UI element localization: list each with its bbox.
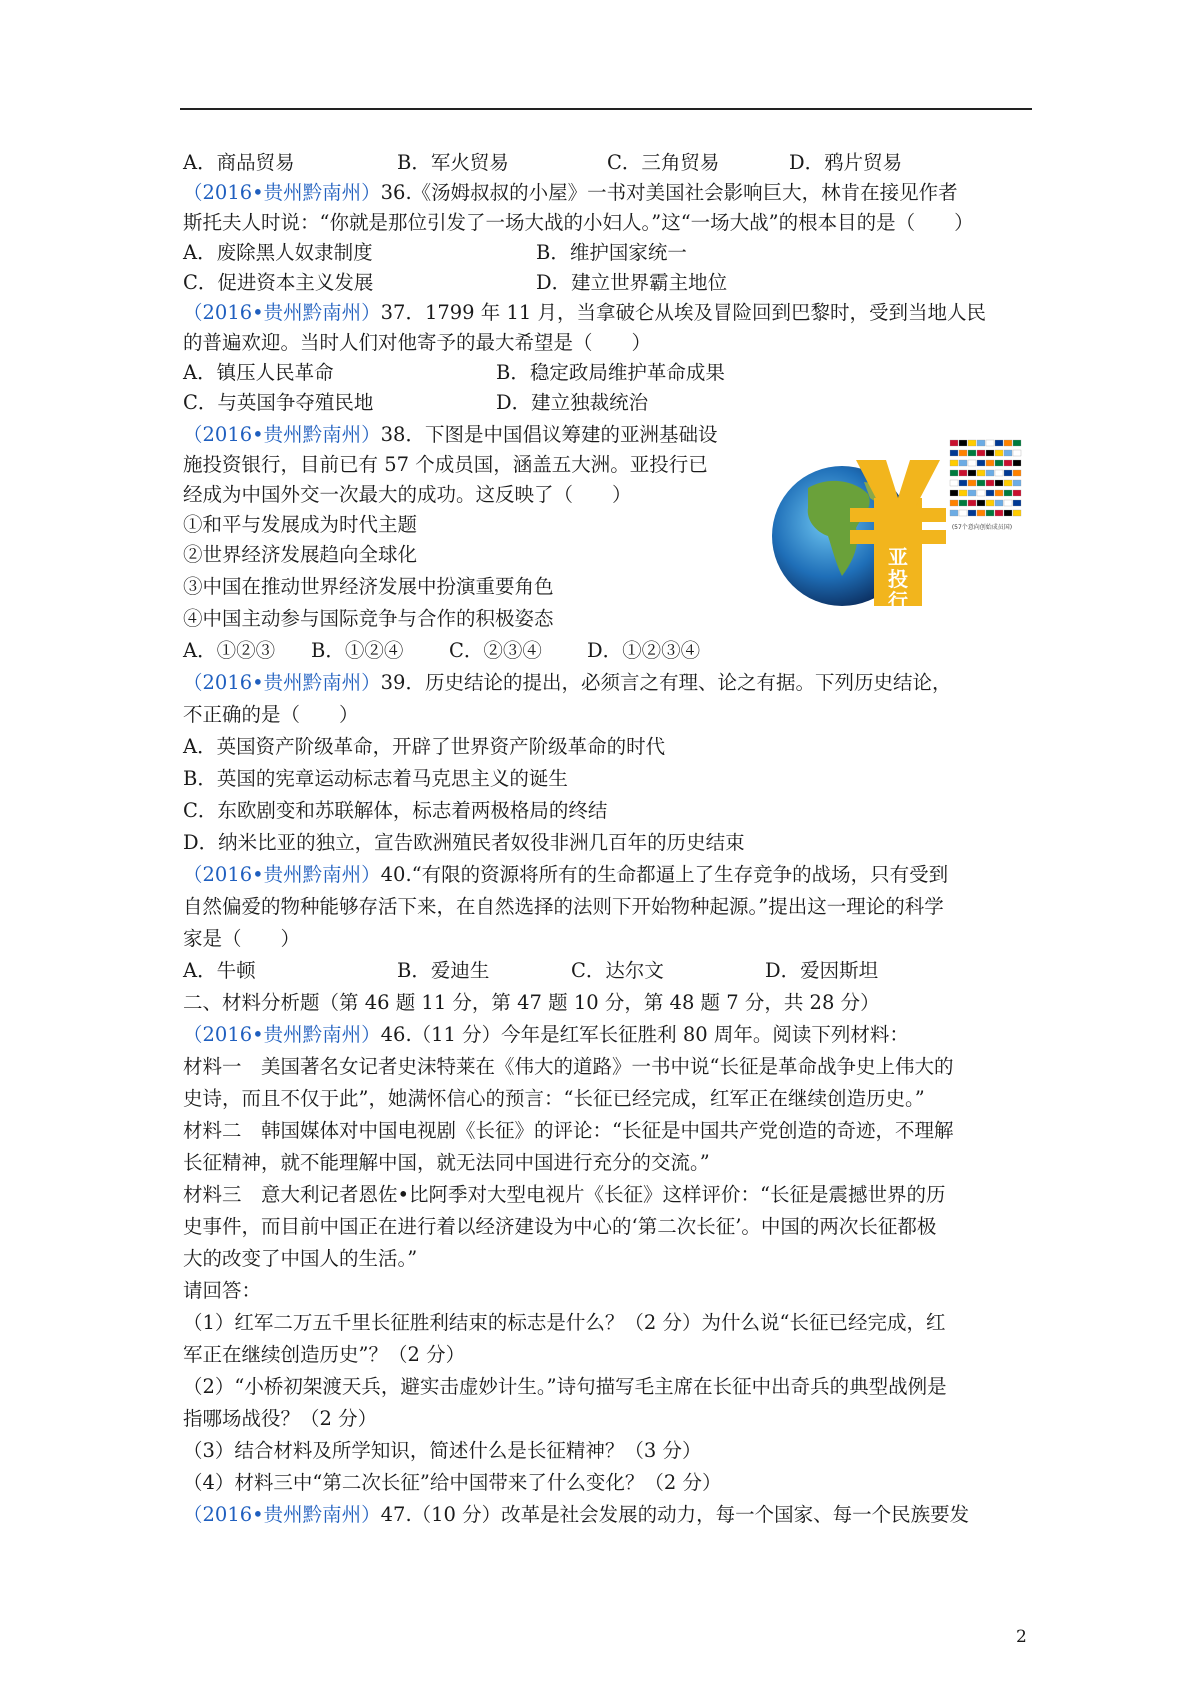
flag-icon xyxy=(959,440,967,446)
q47-source: （2016•贵州黔南州） xyxy=(183,1503,381,1526)
q38-item-2: ②世界经济发展趋向全球化 xyxy=(183,543,418,566)
q38-option-b: B．①②④ xyxy=(311,639,404,662)
flag-icon xyxy=(995,500,1003,506)
flag-icon xyxy=(995,470,1003,476)
flag-icon xyxy=(977,460,985,466)
q35-option-d: D．鸦片贸易 xyxy=(789,151,903,174)
q46-material-2-cont: 长征精神，就不能理解中国，就无法同中国进行充分的交流。” xyxy=(183,1151,710,1174)
flag-icon xyxy=(968,510,976,516)
q39-stem-cont: 不正确的是（ ） xyxy=(183,703,359,726)
q35-option-b: B．军火贸易 xyxy=(397,151,509,174)
flag-icon xyxy=(959,490,967,496)
flag-icon xyxy=(1004,500,1012,506)
flag-icon xyxy=(986,500,994,506)
section-2-heading: 二、材料分析题（第 46 题 11 分，第 47 题 10 分，第 48 题 7 分，共 28 分） xyxy=(183,991,880,1014)
flag-icon xyxy=(986,440,994,446)
flag-icon xyxy=(959,460,967,466)
flag-icon xyxy=(968,490,976,496)
q38-item-4: ④中国主动参与国际竞争与合作的积极姿态 xyxy=(183,607,554,630)
flag-icon xyxy=(950,440,958,446)
flag-icon xyxy=(977,500,985,506)
q40-options xyxy=(183,956,878,986)
flag-icon xyxy=(1013,470,1021,476)
q38-option-c: C．②③④ xyxy=(449,639,542,662)
q40-stem: （2016•贵州黔南州）40.“有限的资源将所有的生命都逼上了生存竞争的战场，只有受到 xyxy=(183,863,949,886)
flag-icon xyxy=(950,480,958,486)
flag-icon xyxy=(950,470,958,476)
flag-icon xyxy=(986,460,994,466)
flag-icon xyxy=(950,500,958,506)
flag-icon xyxy=(959,450,967,456)
q40-source: （2016•贵州黔南州） xyxy=(183,863,381,886)
header-rule xyxy=(180,108,1032,110)
flags-caption: (57个意向创始成员国) xyxy=(951,524,1013,531)
q40-stem-cont-2: 家是（ ） xyxy=(183,927,301,950)
q46-material-1-cont: 史诗，而且不仅于此”，她满怀信心的预言：“长征已经完成，红军正在继续创造历史。” xyxy=(183,1087,925,1110)
q38-item-1: ①和平与发展成为时代主题 xyxy=(183,513,418,536)
flag-icon xyxy=(995,480,1003,486)
flag-icon xyxy=(1004,460,1012,466)
flag-icon xyxy=(977,450,985,456)
flag-icon xyxy=(1013,440,1021,446)
flag-icon xyxy=(1004,490,1012,496)
q38-source: （2016•贵州黔南州） xyxy=(183,423,381,446)
flag-icon xyxy=(950,460,958,466)
q37-stem: （2016•贵州黔南州）37．1799 年 11 月，当拿破仑从埃及冒险回到巴黎时，受到当地人民 xyxy=(183,301,986,324)
q37-option-c: C．与英国争夺殖民地 xyxy=(183,391,374,414)
flag-icon xyxy=(959,480,967,486)
flag-icon xyxy=(986,450,994,456)
figure-char-3: 行 xyxy=(888,589,908,613)
q40-option-d: D．爱因斯坦 xyxy=(765,959,879,982)
flag-icon xyxy=(995,510,1003,516)
q46-sub-1-cont: 军正在继续创造历史”？（2 分） xyxy=(183,1343,466,1366)
flag-icon xyxy=(950,450,958,456)
flag-icon xyxy=(986,510,994,516)
q35-option-a: A．商品贸易 xyxy=(183,151,295,174)
flag-icon xyxy=(968,480,976,486)
flag-icon xyxy=(986,480,994,486)
q37-option-d: D．建立独裁统治 xyxy=(496,391,649,414)
q38-stem-cont-2: 经成为中国外交一次最大的成功。这反映了（ ） xyxy=(183,483,632,506)
flag-icon xyxy=(1013,490,1021,496)
q36-option-b: B．维护国家统一 xyxy=(536,241,687,264)
q39-stem: （2016•贵州黔南州）39．历史结论的提出，必须言之有理、论之有据。下列历史结论， xyxy=(183,671,952,694)
flag-icon xyxy=(968,500,976,506)
flag-icon xyxy=(968,450,976,456)
q37-stem-cont: 的普遍欢迎。当时人们对他寄予的最大希望是（ ） xyxy=(183,331,652,354)
q39-option-c: C．东欧剧变和苏联解体，标志着两极格局的终结 xyxy=(183,799,608,822)
q40-stem-cont-1: 自然偏爱的物种能够存活下来，在自然选择的法则下开始物种起源。”提出这一理论的科学 xyxy=(183,895,944,918)
q46-sub-3: （3）结合材料及所学知识，简述什么是长征精神？（3 分） xyxy=(183,1439,702,1462)
flag-icon xyxy=(977,510,985,516)
page-number: 2 xyxy=(1016,1627,1027,1647)
flag-icon xyxy=(977,480,985,486)
q40-option-a: A．牛顿 xyxy=(183,959,256,982)
flag-icon xyxy=(995,450,1003,456)
q46-source: （2016•贵州黔南州） xyxy=(183,1023,381,1046)
q46-ask: 请回答： xyxy=(183,1279,262,1302)
q46-sub-1: （1）红军二万五千里长征胜利结束的标志是什么？（2 分）为什么说“长征已经完成，红 xyxy=(183,1311,946,1334)
flag-icon xyxy=(968,460,976,466)
member-flags-grid xyxy=(950,440,1021,516)
q38-stem: （2016•贵州黔南州）38．下图是中国倡议筹建的亚洲基础设 xyxy=(183,423,718,446)
q37-option-a: A．镇压人民革命 xyxy=(183,361,334,384)
q46-stem: （2016•贵州黔南州）46.（11 分）今年是红军长征胜利 80 周年。阅读下列材料： xyxy=(183,1023,909,1046)
flag-icon xyxy=(986,490,994,496)
q47-stem: （2016•贵州黔南州）47.（10 分）改革是社会发展的动力，每一个国家、每一个民族要发 xyxy=(183,1503,970,1526)
figure-char-1: 亚 xyxy=(888,545,908,569)
q39-option-a: A．英国资产阶级革命，开辟了世界资产阶级革命的时代 xyxy=(183,735,666,758)
q37-source: （2016•贵州黔南州） xyxy=(183,301,381,324)
flag-icon xyxy=(1013,460,1021,466)
flag-icon xyxy=(1013,480,1021,486)
flag-icon xyxy=(977,440,985,446)
flag-icon xyxy=(1013,510,1021,516)
flag-icon xyxy=(995,460,1003,466)
figure-char-2: 投 xyxy=(888,567,908,591)
q38-options xyxy=(183,636,700,666)
q39-source: （2016•贵州黔南州） xyxy=(183,671,381,694)
q36-option-a: A．废除黑人奴隶制度 xyxy=(183,241,373,264)
q38-option-d: D．①②③④ xyxy=(587,639,701,662)
flag-icon xyxy=(995,490,1003,496)
q46-material-3: 材料三 意大利记者恩佐•比阿季对大型电视片《长征》这样评价：“长征是震撼世界的历 xyxy=(183,1183,946,1206)
q36-option-d: D．建立世界霸主地位 xyxy=(536,271,728,294)
q35-options xyxy=(183,148,902,178)
q36-option-c: C．促进资本主义发展 xyxy=(183,271,374,294)
q35-option-c: C．三角贸易 xyxy=(607,151,720,174)
q36-options-row1 xyxy=(183,238,687,268)
q37-options-row2 xyxy=(183,388,648,418)
q46-material-1: 材料一 美国著名女记者史沫特莱在《伟大的道路》一书中说“长征是革命战争史上伟大的 xyxy=(183,1055,954,1078)
flag-icon xyxy=(1004,510,1012,516)
q46-material-3-cont-2: 大的改变了中国人的生活。” xyxy=(183,1247,418,1270)
q37-option-b: B．稳定政局维护革命成果 xyxy=(496,361,725,384)
globe-yen-image xyxy=(770,436,1030,616)
flag-icon xyxy=(950,490,958,496)
q39-option-b: B．英国的宪章运动标志着马克思主义的诞生 xyxy=(183,767,568,790)
flag-icon xyxy=(977,490,985,496)
q46-sub-2: （2）“小桥初架渡天兵，避实击虚妙计生。”诗句描写毛主席在长征中出奇兵的典型战例是 xyxy=(183,1375,947,1398)
q36-source: （2016•贵州黔南州） xyxy=(183,181,381,204)
aiib-figure xyxy=(770,436,1030,616)
q38-stem-cont-1: 施投资银行，目前已有 57 个成员国，涵盖五大洲。亚投行已 xyxy=(183,453,708,476)
q46-sub-4: （4）材料三中“第二次长征”给中国带来了什么变化？（2 分） xyxy=(183,1471,722,1494)
flag-icon xyxy=(968,440,976,446)
q36-stem-cont: 斯托夫人时说：“你就是那位引发了一场大战的小妇人。”这“一场大战”的根本目的是（ ） xyxy=(183,211,974,234)
flag-icon xyxy=(1004,440,1012,446)
q38-item-3: ③中国在推动世界经济发展中扮演重要角色 xyxy=(183,575,554,598)
flag-icon xyxy=(959,470,967,476)
q36-stem: （2016•贵州黔南州）36.《汤姆叔叔的小屋》一书对美国社会影响巨大，林肯在接见作者 xyxy=(183,181,958,204)
flag-icon xyxy=(986,470,994,476)
q46-material-2: 材料二 韩国媒体对中国电视剧《长征》的评论：“长征是中国共产党创造的奇迹，不理解 xyxy=(183,1119,954,1142)
q46-sub-2-cont: 指哪场战役？（2 分） xyxy=(183,1407,378,1430)
flag-icon xyxy=(977,470,985,476)
flag-icon xyxy=(1013,450,1021,456)
q46-material-3-cont-1: 史事件，而目前中国正在进行着以经济建设为中心的‘第二次长征’。中国的两次长征都极 xyxy=(183,1215,937,1238)
q37-options-row1 xyxy=(183,358,725,388)
flag-icon xyxy=(1013,500,1021,506)
q40-option-b: B．爱迪生 xyxy=(397,959,490,982)
flag-icon xyxy=(950,510,958,516)
flag-icon xyxy=(995,440,1003,446)
flag-icon xyxy=(959,510,967,516)
flag-icon xyxy=(1004,470,1012,476)
flag-icon xyxy=(1004,450,1012,456)
q40-option-c: C．达尔文 xyxy=(571,959,664,982)
q38-option-a: A．①②③ xyxy=(183,639,276,662)
flag-icon xyxy=(959,500,967,506)
flag-icon xyxy=(1004,480,1012,486)
q36-options-row2 xyxy=(183,268,727,298)
q39-option-d: D．纳米比亚的独立，宣告欧洲殖民者奴役非洲几百年的历史结束 xyxy=(183,831,745,854)
flag-icon xyxy=(968,470,976,476)
